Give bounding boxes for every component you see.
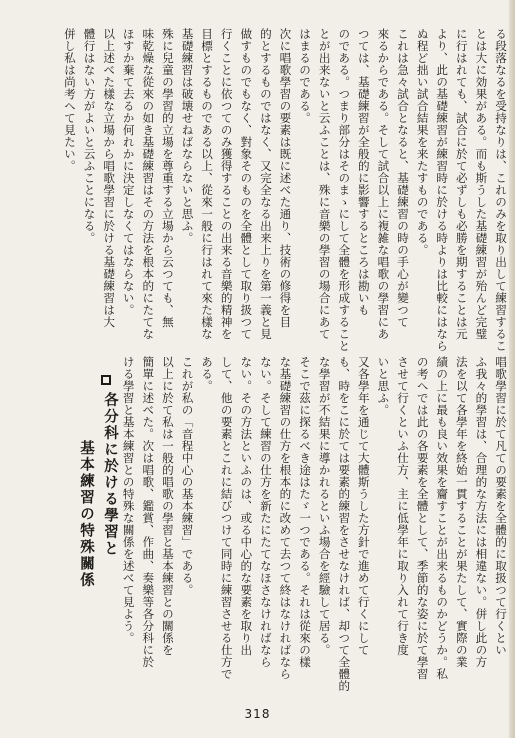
- text-line: して、他の要素とこれに結びつけて同時に練習させる仕方で: [219, 356, 234, 680]
- text-line: ける學習と基本練習との特殊な關係を述べて見よう。: [121, 356, 136, 644]
- text-line: そこで茲に探るべき途はたゞ一つである。それは從來の樣: [298, 356, 313, 668]
- text-line: な學習が不結果に導かれるといふ場合を經驗して居る。: [317, 356, 332, 656]
- upper-text-block: [48, 28, 510, 352]
- text-line: のである。つまり部分はそのまゝにして全體を形成すること: [337, 28, 352, 352]
- text-line: 唱歌學習に於て凡ての要素を全體的に取扱つて行くとい: [494, 356, 508, 656]
- text-line: ある。: [200, 356, 215, 392]
- text-line: ほすか棄て去るか何れかに決定しなくてはならない。: [121, 28, 136, 316]
- text-line: これは急々試合となると、基礎練習の時の手心が變つて: [396, 28, 411, 328]
- text-line: 次に唱歌學習の要素は既に述べた通り、技術の修得を目: [278, 28, 293, 328]
- text-line: 以上に於て私は一般的唱歌の學習と基本練習との關係を: [160, 356, 175, 656]
- text-line: 味乾燥な從來の如き基礎練習はその方法を根本的にたてな: [141, 28, 156, 340]
- text-line: ふ我々的學習は、合理的な方法には相違ない。併し此の方: [474, 356, 489, 668]
- text-line: 行くことに依つてのみ獲得することの出来る音樂的精神を: [219, 28, 234, 340]
- text-line: 法を以て各學年を終始一貫することが果たして、實際の業: [454, 356, 469, 668]
- text-line: 以上述べた樣な立場から唱歌學習に於ける基礎練習は大: [102, 28, 117, 328]
- text-line: はまるのである。: [298, 28, 313, 124]
- text-line: 做すものでもなく、對象そのものを全體として取り扱つて: [239, 28, 254, 340]
- text-line: とは大に効果がある。而も斯うした基礎練習が殆んど完璧: [474, 28, 489, 340]
- text-line: いと思ふ。: [376, 356, 391, 416]
- text-line: に行はれても、試合に於て必ずしも必勝を期することは元: [454, 28, 469, 340]
- text-line: させて行くといふ仕方、主に低學年に取り入れて行き度: [396, 356, 411, 656]
- text-line: つては、基礎練習が全般的に影響するところは勘いも: [356, 28, 371, 316]
- section-marker-icon: [101, 375, 111, 385]
- text-line: 來るからである。そして試合以上に複雑な唱歌の學習にあ: [376, 28, 391, 340]
- text-line: ぬ程ど拙い試合結果を来たすものである。: [415, 28, 430, 256]
- page-number: 318: [244, 707, 271, 721]
- text-line: も、時をこに於ては要素的練習をさせなければ、却つて全體的: [337, 356, 352, 692]
- text-line: ない。そして練習の仕方を新たにたてなほさなければなら: [258, 356, 273, 668]
- text-line: 的とするものではなく、又完全なる出来上りを第一義と見: [258, 28, 273, 340]
- text-line: 殊に兒童の學習的立場を尊重する立場から云つても、無: [160, 28, 175, 328]
- text-line: 體行はない方がよいと云ふことになる。: [82, 28, 97, 244]
- text-line: ない。その方法といふのは、或る中心的な要素を取り出: [239, 356, 254, 656]
- text-line: 併し私は尚考へて見たい。: [62, 28, 77, 172]
- text-line: 目標とするものである以上、從來一般に行はれて來た樣な: [200, 28, 215, 340]
- text-line: とが出来ないと云ふことは、殊に音樂の學習の場合にあて: [317, 28, 332, 340]
- text-line: 基礎練習は破壊せねばならないと思ふ。: [180, 28, 195, 244]
- text-line: 簡單に述べた。次は唱歌、鑑賞、作曲、奏樂等各分科に於: [141, 356, 156, 668]
- text-line: な基礎練習の仕方を根本的に改めて去つて終はなければなら: [278, 356, 293, 680]
- text-line: の考へでは此の各要素を全體として、季節的な姿に於て學習: [415, 356, 430, 680]
- text-line: 績の上に最も良い效果を齎すことが出来るものかどうか。私: [435, 356, 450, 680]
- section-heading-line-1: 各分科に於ける學習と: [102, 392, 118, 557]
- text-line: より、此の基礎練習が練習時に於ける時よりは比較にはなら: [435, 28, 450, 352]
- text-line: これが私の「音程中心の基本練習」である。: [180, 356, 195, 596]
- text-line: る段落なるを受持なりは、これのみを取り出して練習するこ: [494, 28, 508, 352]
- section-heading-line-2: 基本練習の特殊關係: [78, 440, 94, 589]
- page-edge: [509, 0, 515, 738]
- text-line: 又各學年を通じて大體斯うした方針で進めて行くにして: [356, 356, 371, 656]
